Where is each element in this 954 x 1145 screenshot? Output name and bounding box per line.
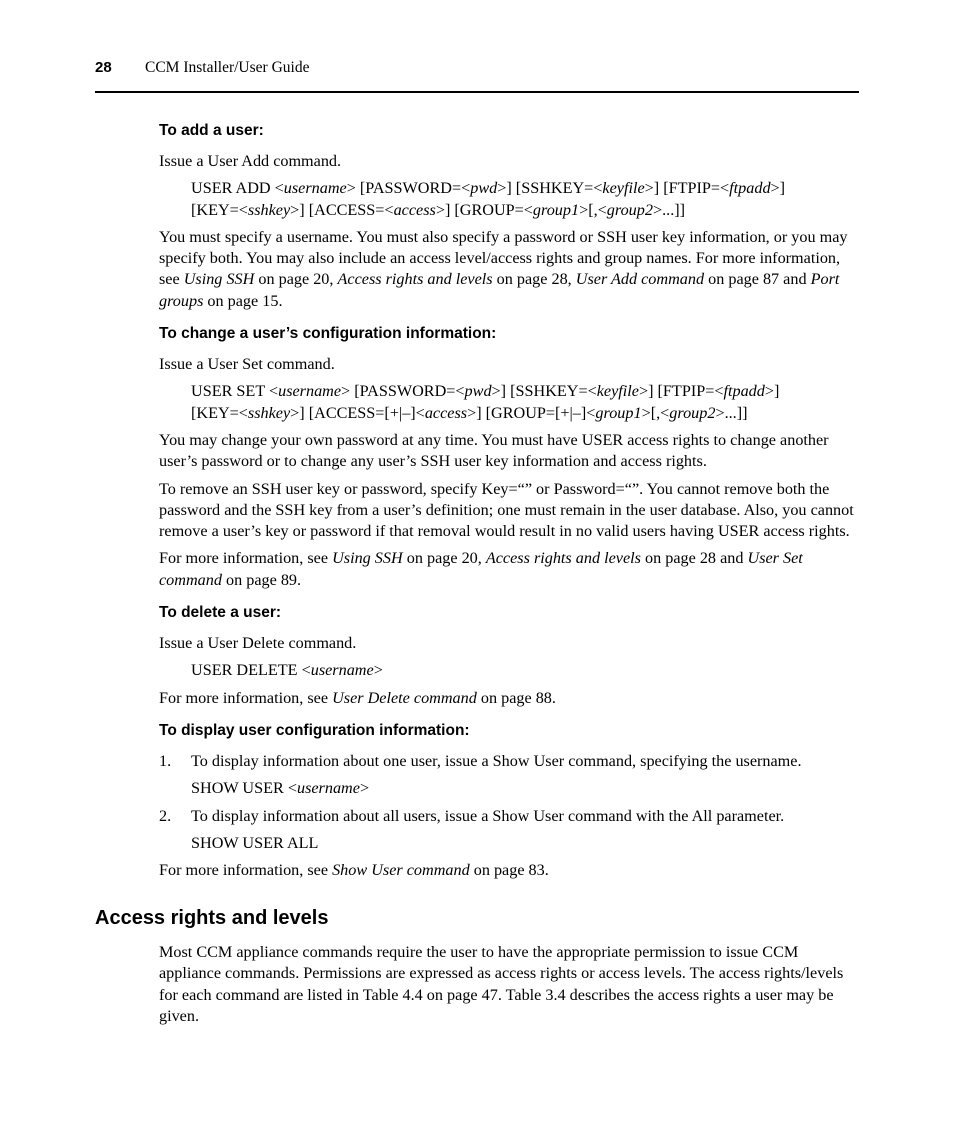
main-content — [159, 121, 861, 887]
access-section-heading: Access rights and levels — [95, 907, 329, 929]
link-show-user-command: Show User command — [332, 861, 470, 880]
page-number: 28 — [95, 59, 112, 76]
page-header — [95, 59, 859, 93]
delete-user-heading: To delete a user: — [159, 604, 282, 622]
link-using-ssh: Using SSH — [332, 549, 403, 568]
access-section-para: Most CCM appliance commands require the user to have the appropriate permission to issue CCM appliance commands. Permissions are expressed as access rights or access levels. The access rights/levels for each command are listed in Table 4.4 on page 47. Table 3.4 describes the access rights a user may be given. — [159, 943, 844, 1025]
link-user-delete-command: User Delete command — [332, 688, 477, 707]
delete-user-issue: Issue a User Delete command. — [159, 634, 357, 653]
change-user-command: USER SET <username> [PASSWORD=<pwd>] [SSHKEY=<keyfile>] [FTPIP=<ftpadd>] [KEY=<sshkey>] [ACCESS=[+|–]<access>] [GROUP=[+|–]<group1>[,<group2>...]] — [191, 382, 780, 422]
list-item: 2. To display information about all users, issue a Show User command with the All parameter. — [159, 806, 785, 825]
change-user-para-3: For more information, see Using SSH on page 20, Access rights and levels on page 28 and User Set command on page 89. — [159, 549, 803, 589]
display-user-more: For more information, see Show User command on page 83. — [159, 861, 549, 880]
show-user-command: SHOW USER <username> — [191, 779, 370, 798]
add-user-heading: To add a user: — [159, 122, 264, 139]
display-user-heading: To display user configuration information: — [159, 721, 470, 739]
link-using-ssh: Using SSH — [183, 270, 255, 289]
link-port-groups: Port groups — [159, 270, 840, 310]
change-user-para-2: To remove an SSH user key or password, specify Key=“” or Password=“”. You cannot remove both the password and the SSH key from a user’s definition; one must remain in the user database. Also, you cannot remove a user’s key or password if that removal would result in no valid users having USER access rights. — [159, 479, 854, 541]
list-item: 1. To display information about one user, issue a Show User command, specifying the username. — [159, 751, 802, 770]
add-user-description: You must specify a username. You must also specify a password or SSH user key information, or you may specify both. You may also include an access level/access rights and group names. For more information, see Using SSH on page 20, Access rights and levels on page 28, User Add command on page 87 and Port groups on page 15. — [159, 227, 848, 310]
link-user-add-command: User Add command — [575, 270, 705, 289]
add-user-command-line-1: USER ADD <username> [PASSWORD=<pwd>] [SSHKEY=<keyfile>] [FTPIP=<ftpadd>] [KEY=<sshkey>] [ACCESS=<access>] [GROUP=<group1>[,<group2>...]] — [191, 179, 786, 219]
add-user-issue: Issue a User Add command. — [159, 152, 342, 170]
delete-user-command: USER DELETE <username> — [191, 661, 383, 680]
change-user-issue: Issue a User Set command. — [159, 355, 335, 374]
link-user-set-command: User Set command — [159, 549, 803, 589]
guide-title: CCM Installer/User Guide — [145, 59, 310, 76]
change-user-para-1: You may change your own password at any time. You must have USER access rights to change another user’s password or to change any user’s SSH user key information and access rights. — [159, 430, 829, 471]
delete-user-more: For more information, see User Delete command on page 88. — [159, 688, 556, 707]
access-section-body — [159, 942, 861, 1033]
link-access-rights: Access rights and levels — [337, 270, 493, 289]
change-user-heading: To change a user’s configuration information: — [159, 325, 497, 343]
show-user-all-command: SHOW USER ALL — [191, 833, 319, 852]
link-access-rights: Access rights and levels — [485, 549, 641, 568]
